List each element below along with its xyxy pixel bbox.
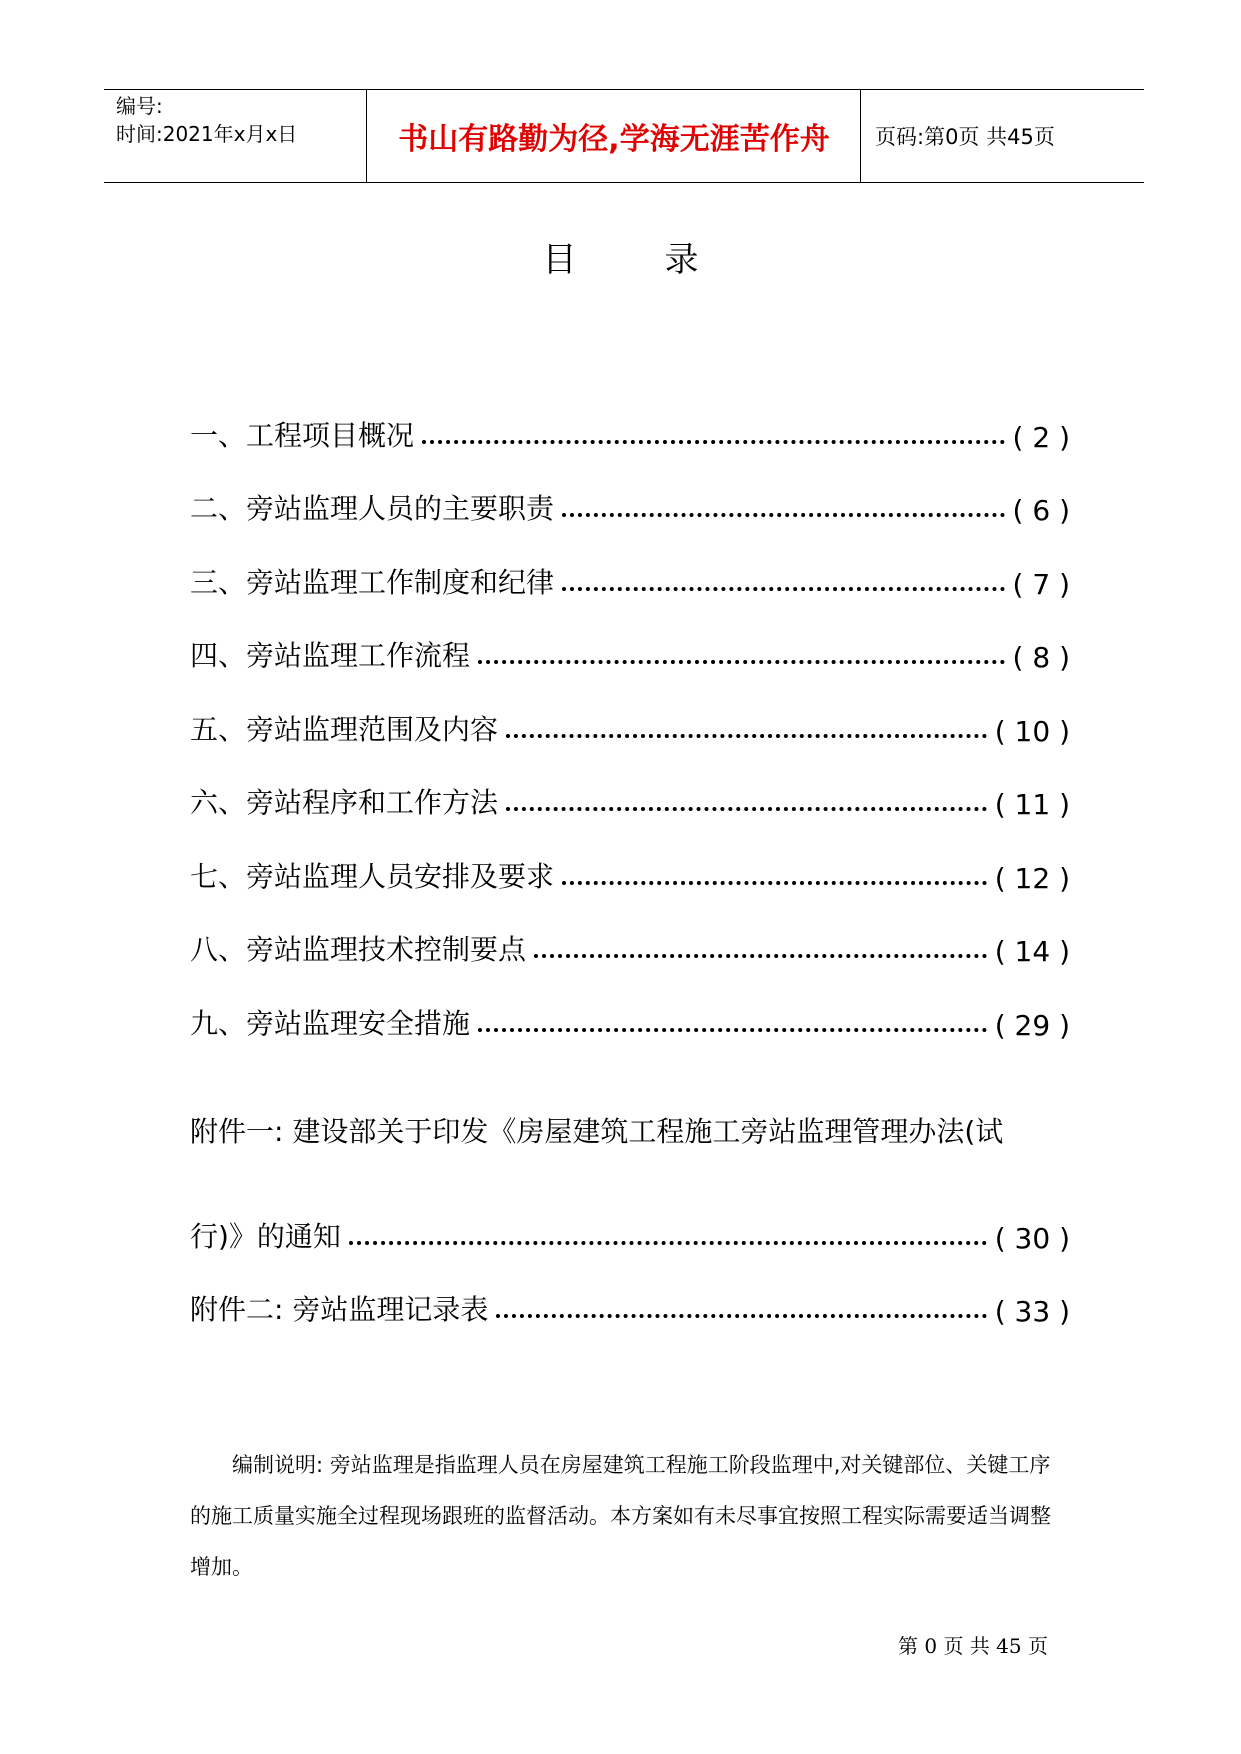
toc-item-page: ( 8 ) (1012, 641, 1070, 674)
toc-item-page: ( 10 ) (994, 714, 1070, 748)
toc-item-label: 三、旁站监理工作制度和纪律 (190, 565, 555, 599)
leader-dots (496, 1292, 986, 1318)
toc-item-label: 四、旁站监理工作流程 (190, 639, 471, 672)
toc-item-page: ( 6 ) (1012, 494, 1070, 527)
leader-dots (422, 418, 1005, 444)
toc-item-label: 二、旁站监理人员的主要职责 (190, 492, 555, 525)
leader-dots (534, 932, 987, 958)
leader-dots (506, 712, 987, 738)
toc-item[interactable] (190, 821, 1070, 895)
toc-item[interactable] (190, 968, 1070, 1042)
toc-item-label: 八、旁站监理技术控制要点 (190, 933, 527, 966)
header-left-cell (104, 90, 367, 182)
annex-1-line-1[interactable]: 附件一: 建设部关于印发《房屋建筑工程施工旁站监理管理办法(试 (190, 1115, 1004, 1148)
annex-1-page: ( 30 ) (994, 1222, 1070, 1255)
page-footer: 第 0 页 共 45 页 (898, 1634, 1048, 1658)
leader-dots (562, 491, 1005, 517)
code-label: 编号: (116, 94, 163, 118)
toc-item-page: ( 29 ) (994, 1008, 1070, 1042)
toc-item[interactable] (190, 454, 1070, 528)
toc-item-label: 五、旁站监理范围及内容 (190, 712, 499, 746)
leader-dots (506, 785, 987, 811)
toc-item[interactable] (190, 748, 1070, 822)
motto: 书山有路勤为径,学海无涯苦作舟 (368, 90, 861, 182)
annex-2-row[interactable] (190, 1255, 1070, 1328)
annex-2-label: 附件二: 旁站监理记录表 (190, 1293, 489, 1326)
toc-item-page: ( 11 ) (994, 788, 1070, 821)
leader-dots (478, 638, 1005, 664)
table-of-contents (190, 380, 1070, 1042)
annex-1-row[interactable] (190, 1182, 1070, 1255)
toc-item-page: ( 7 ) (1012, 567, 1070, 601)
toc-item-page: ( 2 ) (1012, 420, 1070, 454)
compilation-note: 编制说明: 旁站监理是指监理人员在房屋建筑工程施工阶段监理中,对关键部位、关键工序的施工质量实施全过程现场跟班的监督活动。本方案如有未尽事宜按照工程实际需要适当调整增加。 (190, 1453, 1051, 1579)
toc-item[interactable] (190, 674, 1070, 748)
toc-item[interactable] (190, 895, 1070, 969)
toc-item[interactable] (190, 601, 1070, 675)
leader-dots (349, 1219, 987, 1245)
toc-item-label: 六、旁站程序和工作方法 (190, 786, 499, 819)
annex-2-page: ( 33 ) (994, 1295, 1070, 1328)
page-title: 目录 (542, 240, 787, 280)
toc-item[interactable] (190, 380, 1070, 454)
time-label: 时间:2021年x月x日 (116, 122, 298, 146)
page-info: 页码:第0页 共45页 (875, 125, 1055, 149)
toc-item-label: 九、旁站监理安全措施 (190, 1006, 471, 1040)
toc-item-label: 七、旁站监理人员安排及要求 (190, 859, 555, 893)
annex-list (190, 1110, 1070, 1328)
leader-dots (478, 1006, 987, 1032)
leader-dots (562, 565, 1005, 591)
annex-1-line-2: 行)》的通知 (190, 1220, 341, 1253)
toc-item-page: ( 14 ) (994, 935, 1070, 968)
toc-item-label: 一、工程项目概况 (190, 418, 415, 452)
header-table (104, 89, 1144, 183)
toc-item[interactable] (190, 527, 1070, 601)
toc-item-page: ( 12 ) (994, 861, 1070, 895)
leader-dots (562, 859, 987, 885)
